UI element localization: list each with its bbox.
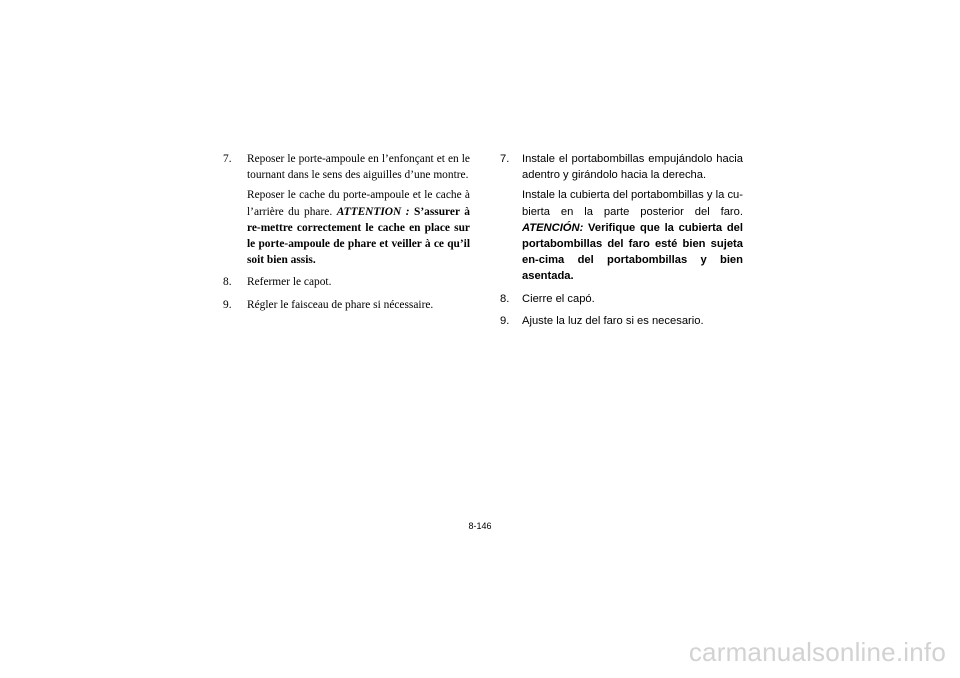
es-step-7-text: Instale el portabombillas empujándolo hacia adentro y girándolo hacia la derecha. xyxy=(522,153,743,182)
fr-step-7-note xyxy=(247,187,470,268)
fr-step-9-text: Régler le faisceau de phare si nécessaire. xyxy=(247,298,434,311)
watermark: carmanualsonline.info xyxy=(688,637,946,667)
fr-step-7 xyxy=(223,151,470,268)
page-number: 8-146 xyxy=(468,521,492,531)
fr-step-9-number: 9. xyxy=(223,298,232,311)
fr-attention-text: S’assurer à re-mettre correctement le cache en place sur le porte-ampoule de phare et veiller à ce qu’il soit bien assis. xyxy=(247,205,470,267)
es-step-7 xyxy=(500,151,743,285)
fr-step-9 xyxy=(223,297,470,313)
spanish-column xyxy=(500,151,743,335)
fr-step-7-text: Reposer le porte-ampoule en l’enfonçant et en le tournant dans le sens des aiguilles d’une montre. xyxy=(247,153,470,182)
es-step-8 xyxy=(500,291,743,307)
es-step-8-text: Cierre el capó. xyxy=(522,292,595,305)
es-step-9 xyxy=(500,313,743,329)
fr-step-7-number: 7. xyxy=(223,153,232,165)
fr-attention-label: ATTENTION : xyxy=(336,205,410,218)
es-atencion-text: Verifique que la cubierta del portabombillas del faro esté bien sujeta en-cima del portabombillas y bien asentada. xyxy=(522,221,743,283)
french-column xyxy=(223,151,470,319)
es-step-9-text: Ajuste la luz del faro si es necesario. xyxy=(522,314,704,327)
es-step-8-number: 8. xyxy=(500,292,510,305)
fr-step-8 xyxy=(223,274,470,290)
fr-step-8-text: Refermer le capot. xyxy=(247,276,332,289)
es-step-7-note-lead: Instale la cubierta del portabombillas y la cu-bierta en la parte posterior del faro. xyxy=(522,189,743,218)
es-step-9-number: 9. xyxy=(500,314,510,327)
es-step-7-note xyxy=(522,187,743,284)
es-step-7-number: 7. xyxy=(500,153,510,165)
fr-step-7-note-lead: Reposer le cache du porte-ampoule et le cache à l’arrière du phare. xyxy=(247,189,470,218)
es-atencion-label: ATENCIÓN: xyxy=(522,221,584,234)
fr-step-8-number: 8. xyxy=(223,276,232,289)
